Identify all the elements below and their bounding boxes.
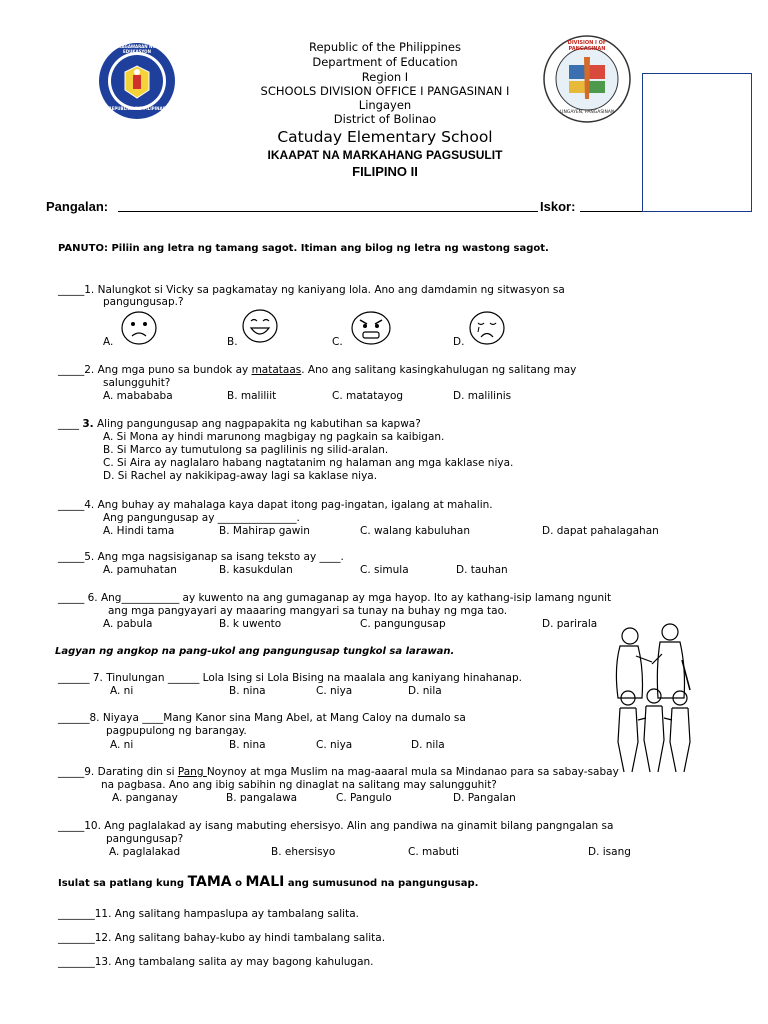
q2-option-b[interactable]: B. maliliit — [227, 390, 277, 402]
q3-option-a[interactable]: A. Si Mona ay hindi marunong magbigay ng pagkain sa kaibigan. — [103, 431, 445, 443]
score-label: Iskor: — [540, 199, 576, 214]
q6-option-a[interactable]: A. pabula — [103, 618, 153, 630]
q11[interactable]: _______11. Ang salitang hampaslupa ay tambalang salita. — [58, 908, 359, 920]
q5-line1: _____5. Ang mga nagsisiganap sa isang teksto ay ____. — [58, 551, 344, 563]
q6-option-c[interactable]: C. pangungusap — [360, 618, 446, 630]
q10-option-a[interactable]: A. paglalakad — [109, 846, 181, 858]
q3-option-b[interactable]: B. Si Marco ay tumutulong sa paglilinis ng silid-aralan. — [103, 444, 389, 456]
q8-option-a[interactable]: A. ni — [110, 739, 134, 751]
division-seal-bottom-text: LINGAYEN, PANGASINAN — [559, 110, 615, 115]
q9-underlined-word: Pang — [177, 766, 207, 778]
q4-option-a[interactable]: A. Hindi tama — [103, 525, 175, 537]
q9-option-b[interactable]: B. pangalawa — [226, 792, 298, 804]
q8-line1: ______8. Niyaya ____Mang Kanor sina Mang Abel, at Mang Caloy na dumalo sa — [58, 712, 466, 724]
q7-option-b[interactable]: B. nina — [229, 685, 266, 697]
q8-option-c[interactable]: C. niya — [316, 739, 353, 751]
q3-option-d[interactable]: D. Si Rachel ay nakikipag-away lagi sa kaklase niya. — [103, 470, 378, 482]
q10-option-c[interactable]: C. mabuti — [408, 846, 460, 858]
deped-seal-top-text: KAGAWARAN NG EDUKASYON — [118, 44, 156, 54]
q9-line2: na pagbasa. Ano ang ibig sabihin ng dinaglat na salitang may salungguhit? — [101, 779, 497, 791]
q1-option-c[interactable]: C. — [332, 336, 343, 348]
section-3-instruction: Isulat sa patlang kung TAMA o MALI ang sumusunod na pangungusap. — [58, 874, 479, 890]
header-division: SCHOOLS DIVISION OFFICE I PANGASINAN I — [260, 84, 510, 98]
q9-option-d[interactable]: D. Pangalan — [453, 792, 516, 804]
q2-underlined-word: matataas — [251, 364, 302, 376]
q2-line2: salungguhit? — [103, 377, 171, 389]
laughing-face-icon — [241, 308, 279, 344]
q6-line1: _____ 6. Ang___________ ay kuwento na ang gumaganap ay mga hayop. Ito ay kathang-isip lamang ngunit — [58, 592, 612, 604]
q4-line2: Ang pangungusap ay _______________. — [103, 512, 300, 524]
q1-line2: pangungusap.? — [103, 296, 184, 308]
q10-line1: _____10. Ang paglalakad ay isang mabuting ehersisyo. Alin ang pandiwa na ginamit bilang pangngalan sa — [58, 820, 614, 832]
name-field[interactable] — [118, 211, 538, 212]
division-seal-top-text: DIVISION I OF PANGASINAN — [567, 40, 607, 52]
crying-face-icon — [468, 310, 506, 346]
q8-option-d[interactable]: D. nila — [411, 739, 445, 751]
angry-face-icon — [350, 310, 392, 346]
q9-line1: _____9. Darating din si Pang Noynoy at mga Muslim na mag-aaaral mula sa Mindanao para sa sabay-sabay — [58, 766, 619, 778]
q5-option-c[interactable]: C. simula — [360, 564, 409, 576]
q9-option-c[interactable]: C. Pangulo — [336, 792, 392, 804]
q7-option-a[interactable]: A. ni — [110, 685, 134, 697]
sad-face-icon — [120, 310, 158, 346]
deped-seal-bottom-text: REPUBLIKA NG PILIPINAS — [108, 106, 166, 111]
q6-option-d[interactable]: D. parirala — [542, 618, 598, 630]
header-republic: Republic of the Philippines — [308, 40, 462, 54]
q10-option-b[interactable]: B. ehersisyo — [271, 846, 336, 858]
directions: PANUTO: Piliin ang letra ng tamang sagot. Itiman ang bilog ng letra ng wastong sagot. — [58, 243, 549, 254]
score-box[interactable] — [642, 73, 752, 212]
header-district: District of Bolinao — [333, 112, 437, 126]
q10-line2: pangungusap? — [106, 833, 184, 845]
q9-option-a[interactable]: A. panganay — [112, 792, 178, 804]
q1-line1: _____1. Nalungkot si Vicky sa pagkamatay ng kaniyang lola. Ano ang damdamin ng sitwasyon sa — [58, 284, 565, 296]
q2-option-a[interactable]: A. mabababa — [103, 390, 173, 402]
q3-line1: ____ 3. Aling pangungusap ang nagpapakita ng kabutihan sa kapwa? — [58, 418, 421, 430]
q1-option-a[interactable]: A. — [103, 336, 114, 348]
q5-option-b[interactable]: B. kasukdulan — [219, 564, 293, 576]
q10-option-d[interactable]: D. isang — [588, 846, 631, 858]
header-deped: Department of Education — [312, 55, 458, 69]
q6-line2: ang mga pangyayari ay maaaring mangyari sa tunay na buhay ng mga tao. — [108, 605, 508, 617]
q7-line1: ______ 7. Tinulungan ______ Lola Ising si Lola Bising na maalala ang kaniyang hinahanap. — [58, 672, 522, 684]
q8-option-b[interactable]: B. nina — [229, 739, 266, 751]
score-field[interactable] — [580, 211, 642, 212]
q6-option-b[interactable]: B. k uwento — [219, 618, 282, 630]
q7-option-d[interactable]: D. nila — [408, 685, 442, 697]
exam-title: IKAAPAT NA MARKAHANG PAGSUSULIT — [267, 148, 503, 162]
subject-title: FILIPINO II — [352, 164, 418, 179]
school-name: Catuday Elementary School — [277, 128, 493, 146]
q2-option-d[interactable]: D. malilinis — [453, 390, 512, 402]
q1-option-b[interactable]: B. — [227, 336, 238, 348]
q8-line2: pagpupulong ng barangay. — [106, 725, 247, 737]
q4-option-b[interactable]: B. Mahirap gawin — [219, 525, 310, 537]
q3-option-c[interactable]: C. Si Aira ay naglalaro habang nagtatanim ng halaman ang mga kaklase niya. — [103, 457, 514, 469]
q12[interactable]: _______12. Ang salitang bahay-kubo ay hindi tambalang salita. — [58, 932, 386, 944]
q4-option-c[interactable]: C. walang kabuluhan — [360, 525, 471, 537]
q4-option-d[interactable]: D. dapat pahalagahan — [542, 525, 659, 537]
q2-option-c[interactable]: C. matatayog — [332, 390, 404, 402]
q4-line1: _____4. Ang buhay ay mahalaga kaya dapat itong pag-ingatan, igalang at mahalin. — [58, 499, 493, 511]
q7-option-c[interactable]: C. niya — [316, 685, 353, 697]
q5-option-a[interactable]: A. pamuhatan — [103, 564, 177, 576]
q13[interactable]: _______13. Ang tambalang salita ay may bagong kahulugan. — [58, 956, 374, 968]
header-town: Lingayen — [358, 98, 412, 112]
q5-option-d[interactable]: D. tauhan — [456, 564, 508, 576]
q1-option-d[interactable]: D. — [453, 336, 465, 348]
three-men-illustration — [610, 684, 698, 774]
name-label: Pangalan: — [46, 199, 109, 214]
q2-line1: _____2. Ang mga puno sa bundok ay matataas. Ano ang salitang kasingkahulugan ng salitang may — [58, 364, 577, 376]
section-2-instruction: Lagyan ng angkop na pang-ukol ang pangungusap tungkol sa larawan. — [55, 646, 455, 657]
header-region: Region I — [361, 70, 409, 84]
